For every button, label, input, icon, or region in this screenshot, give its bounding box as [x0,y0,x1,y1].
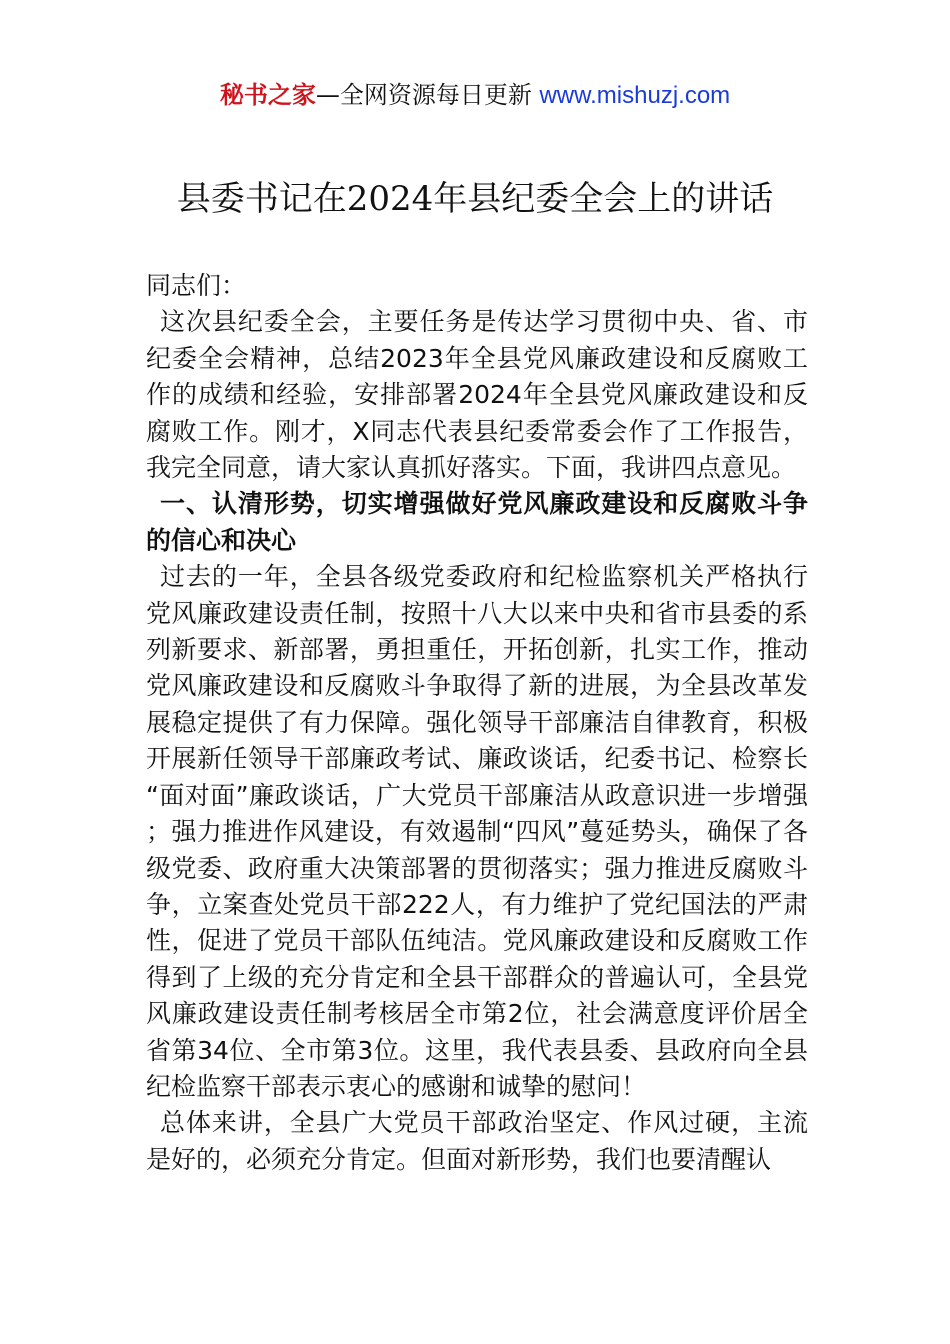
document-body [146,268,808,1178]
site-url-link[interactable]: www.mishuzj.com [539,82,731,109]
paragraph-summary: 总体来讲，全县广大党员干部政治坚定、作风过硬，主流是好的，必须充分肯定。但面对新形势，我们也要清醒认 [146,1108,808,1174]
site-tagline: —全网资源每日更新 [315,81,540,109]
paragraph-intro: 这次县纪委全会，主要任务是传达学习贯彻中央、省、市纪委全会精神，总结2023年全县党风廉政建设和反腐败工作的成绩和经验，安排部署2024年全县党风廉政建设和反腐败工作。刚才，X同志代表县纪委常委会作了工作报告，我完全同意，请大家认真抓好落实。下面，我讲四点意见。 [146,307,808,483]
document-title: 县委书记在2024年县纪委全会上的讲话 [176,179,774,219]
paragraph-review: 过去的一年，全县各级党委政府和纪检监察机关严格执行党风廉政建设责任制，按照十八大以来中央和省市县委的系列新要求、新部署，勇担重任，开拓创新，扎实工作，推动党风廉政建设和反腐败斗争取得了新的进展，为全县改革发展稳定提供了有力保障。强化领导干部廉洁自律教育，积极开展新任领导干部廉政考试、廉政谈话，纪委书记、检察长“面对面”廉政谈话，广大党员干部廉洁从政意识进一步增强；强力推进作风建设，有效遏制“四风”蔓延势头，确保了各级党委、政府重大决策部署的贯彻落实；强力推进反腐败斗争，立案查处党员干部222人，有力维护了党纪国法的严肃性，促进了党员干部队伍纯洁。党风廉政建设和反腐败工作得到了上级的充分肯定和全县干部群众的普遍认可，全县党风廉政建设责任制考核居全市第2位，社会满意度评价居全省第34位、全市第3位。这里，我代表县委、县政府向全县纪检监察干部表示衷心的感谢和诚挚的慰问！ [146,562,808,1101]
site-brand: 秘书之家 [219,81,316,109]
site-header [0,78,950,113]
salutation: 同志们： [146,271,247,300]
section-heading-one: 一、认清形势，切实增强做好党风廉政建设和反腐败斗争的信心和决心 [146,489,808,555]
